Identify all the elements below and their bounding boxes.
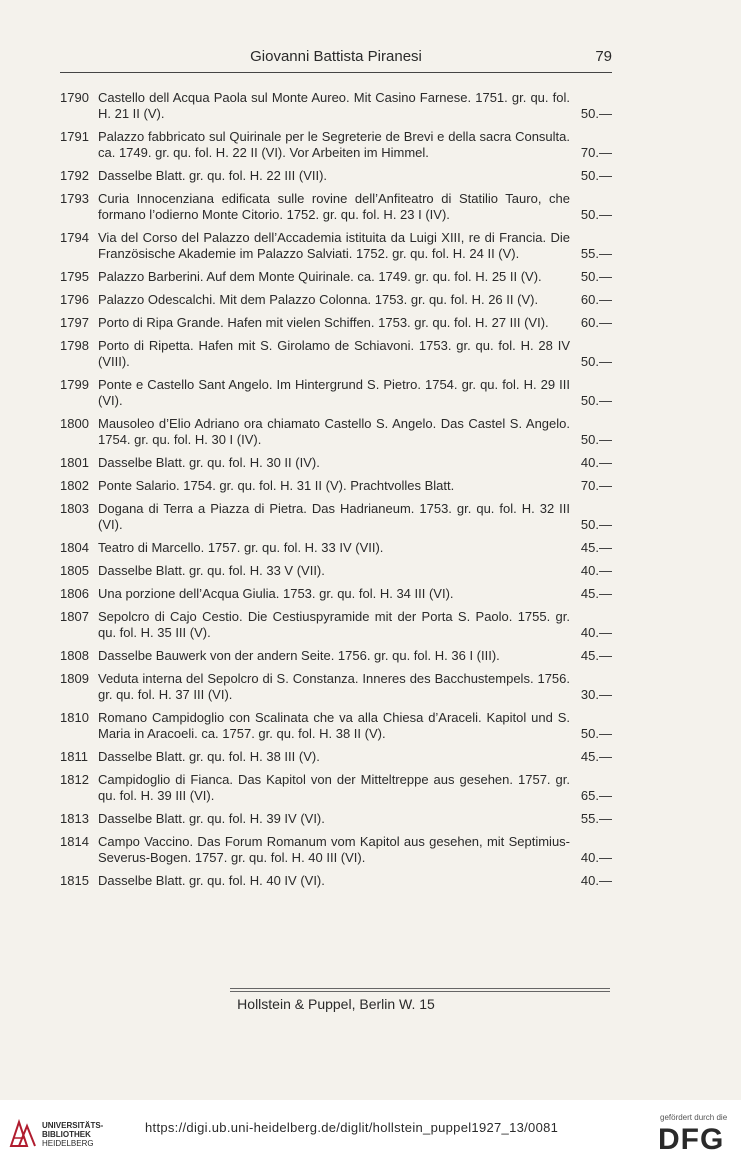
library-name-line2: BIBLIOTHEK <box>42 1130 91 1139</box>
library-name-line1: UNIVERSITÄTS- <box>42 1121 104 1130</box>
entry-price: 40.— <box>580 873 612 888</box>
catalog-entry <box>60 168 612 184</box>
entry-description: Curia Innocenziana edificata sulle rovine dell’Anfiteatro di Statilio Tauro, che formano l’odierno Monte Citorio. 1752. gr. qu. fol. H. 23 I (IV). <box>98 191 570 222</box>
catalog-entry <box>60 873 612 889</box>
catalog-entry <box>60 749 612 765</box>
catalog-entry <box>60 648 612 664</box>
entry-number: 1814 <box>60 834 89 849</box>
entry-description: Palazzo fabbricato sul Quirinale per le Segreterie de Brevi e della sacra Consulta. ca. 1749. gr. qu. fol. H. 22 II (VI). Vor Arbeiten im Himmel. <box>98 129 570 160</box>
entry-price: 50.— <box>580 269 612 284</box>
entry-description: Dasselbe Blatt. gr. qu. fol. H. 30 II (IV). <box>98 455 320 470</box>
entry-price: 45.— <box>580 540 612 555</box>
entry-price: 45.— <box>580 749 612 764</box>
entry-number: 1815 <box>60 873 89 888</box>
entry-price: 50.— <box>580 432 612 447</box>
entry-number: 1801 <box>60 455 89 470</box>
university-library-logo-icon <box>8 1118 38 1155</box>
entry-price: 50.— <box>580 393 612 408</box>
catalog-entry <box>60 191 612 223</box>
entry-description: Dasselbe Blatt. gr. qu. fol. H. 33 V (VII). <box>98 563 325 578</box>
entry-description: Ponte e Castello Sant Angelo. Im Hintergrund S. Pietro. 1754. gr. qu. fol. H. 29 III (VI). <box>98 377 570 408</box>
entry-description: Dasselbe Blatt. gr. qu. fol. H. 40 IV (VI). <box>98 873 325 888</box>
entry-number: 1792 <box>60 168 89 183</box>
entry-price: 40.— <box>580 455 612 470</box>
entry-number: 1802 <box>60 478 89 493</box>
entry-description: Dasselbe Blatt. gr. qu. fol. H. 38 III (V). <box>98 749 320 764</box>
catalog-entry <box>60 710 612 742</box>
entry-number: 1809 <box>60 671 89 686</box>
entry-description: Porto di Ripetta. Hafen mit S. Girolamo de Schiavoni. 1753. gr. qu. fol. H. 28 IV (VIII). <box>98 338 570 369</box>
catalog-entry <box>60 772 612 804</box>
entry-description: Campo Vaccino. Das Forum Romanum vom Kapitol aus gesehen, mit Septimius-Severus-Bogen. 1757. gr. qu. fol. H. 40 III (VI). <box>98 834 570 865</box>
running-header <box>60 44 612 73</box>
entry-number: 1807 <box>60 609 89 624</box>
entry-number: 1793 <box>60 191 89 206</box>
entry-price: 70.— <box>580 145 612 160</box>
entry-description: Porto di Ripa Grande. Hafen mit vielen Schiffen. 1753. gr. qu. fol. H. 27 III (VI). <box>98 315 549 330</box>
catalog-entry <box>60 269 612 285</box>
entry-price: 45.— <box>580 586 612 601</box>
page-title: Giovanni Battista Piranesi <box>250 48 422 65</box>
catalog-entry <box>60 586 612 602</box>
entry-number: 1810 <box>60 710 89 725</box>
entry-number: 1811 <box>60 749 88 764</box>
page-number: 79 <box>595 48 612 65</box>
catalog-entries <box>60 90 612 896</box>
funding-label: gefördert durch die <box>660 1113 728 1122</box>
entry-price: 45.— <box>580 648 612 663</box>
entry-number: 1797 <box>60 315 89 330</box>
digitization-bar <box>0 1100 741 1161</box>
catalog-entry <box>60 315 612 331</box>
entry-description: Via del Corso del Palazzo dell’Accademia istituita da Luigi XIII, re di Francia. Die Französische Akademie im Palazzo Salviati. 1752. gr. qu. fol. H. 24 II (V). <box>98 230 570 261</box>
entry-description: Campidoglio di Fianca. Das Kapitol von der Mitteltreppe aus gesehen. 1757. gr. qu. fol. H. 39 III (VI). <box>98 772 570 803</box>
catalog-entry <box>60 563 612 579</box>
catalog-entry <box>60 90 612 122</box>
entry-number: 1803 <box>60 501 89 516</box>
dfg-logo: DFG <box>658 1123 725 1156</box>
library-name <box>42 1121 103 1148</box>
entry-price: 60.— <box>580 292 612 307</box>
entry-price: 50.— <box>580 207 612 222</box>
permalink-url[interactable]: https://digi.ub.uni-heidelberg.de/diglit/hollstein_puppel1927_13/0081 <box>145 1120 559 1135</box>
entry-price: 55.— <box>580 246 612 261</box>
catalog-entry <box>60 540 612 556</box>
entry-description: Dogana di Terra a Piazza di Pietra. Das Hadrianeum. 1753. gr. qu. fol. H. 32 III (VI). <box>98 501 570 532</box>
entry-price: 50.— <box>580 726 612 741</box>
entry-price: 55.— <box>580 811 612 826</box>
entry-description: Teatro di Marcello. 1757. gr. qu. fol. H. 33 IV (VII). <box>98 540 384 555</box>
catalog-entry <box>60 377 612 409</box>
entry-number: 1813 <box>60 811 89 826</box>
entry-number: 1799 <box>60 377 89 392</box>
entry-description: Mausoleo d’Elio Adriano ora chiamato Castello S. Angelo. Das Castel S. Angelo. 1754. gr. qu. fol. H. 30 I (IV). <box>98 416 570 447</box>
entry-description: Romano Campidoglio con Scalinata che va alla Chiesa d’Araceli. Kapitol und S. Maria in Aracoeli. ca. 1757. gr. qu. fol. H. 38 II (V). <box>98 710 570 741</box>
entry-number: 1808 <box>60 648 89 663</box>
entry-price: 40.— <box>580 563 612 578</box>
entry-price: 30.— <box>580 687 612 702</box>
entry-price: 50.— <box>580 106 612 121</box>
entry-description: Veduta interna del Sepolcro di S. Constanza. Inneres des Bacchustempels. 1756. gr. qu. fol. H. 37 III (VI). <box>98 671 570 702</box>
catalog-entry <box>60 478 612 494</box>
entry-price: 70.— <box>580 478 612 493</box>
footer-rule-bottom <box>230 991 610 992</box>
entry-description: Dasselbe Blatt. gr. qu. fol. H. 22 III (VII). <box>98 168 328 183</box>
catalog-entry <box>60 129 612 161</box>
entry-price: 60.— <box>580 315 612 330</box>
entry-number: 1791 <box>60 129 89 144</box>
footer-rule-top <box>230 988 610 989</box>
publisher-footer: Hollstein & Puppel, Berlin W. 15 <box>237 996 435 1012</box>
entry-price: 50.— <box>580 168 612 183</box>
entry-description: Dasselbe Blatt. gr. qu. fol. H. 39 IV (VI). <box>98 811 325 826</box>
catalog-entry <box>60 292 612 308</box>
entry-number: 1805 <box>60 563 89 578</box>
entry-number: 1798 <box>60 338 89 353</box>
entry-price: 50.— <box>580 517 612 532</box>
entry-price: 65.— <box>580 788 612 803</box>
library-name-line3: HEIDELBERG <box>42 1139 94 1148</box>
entry-price: 40.— <box>580 850 612 865</box>
entry-description: Dasselbe Bauwerk von der andern Seite. 1756. gr. qu. fol. H. 36 I (III). <box>98 648 500 663</box>
catalog-entry <box>60 338 612 370</box>
entry-description: Ponte Salario. 1754. gr. qu. fol. H. 31 II (V). Prachtvolles Blatt. <box>98 478 455 493</box>
catalog-entry <box>60 455 612 471</box>
entry-number: 1800 <box>60 416 89 431</box>
catalog-entry <box>60 671 612 703</box>
catalog-entry <box>60 230 612 262</box>
entry-description: Castello dell Acqua Paola sul Monte Aureo. Mit Casino Farnese. 1751. gr. qu. fol. H. 21 II (V). <box>98 90 570 121</box>
catalog-entry <box>60 609 612 641</box>
entry-description: Sepolcro di Cajo Cestio. Die Cestiuspyramide mit der Porta S. Paolo. 1755. gr. qu. fol. H. 35 III (V). <box>98 609 570 640</box>
entry-number: 1795 <box>60 269 89 284</box>
entry-number: 1804 <box>60 540 89 555</box>
catalog-entry <box>60 501 612 533</box>
entry-number: 1796 <box>60 292 89 307</box>
catalog-entry <box>60 811 612 827</box>
entry-number: 1806 <box>60 586 89 601</box>
entry-number: 1790 <box>60 90 89 105</box>
catalog-entry <box>60 416 612 448</box>
entry-number: 1794 <box>60 230 89 245</box>
entry-price: 50.— <box>580 354 612 369</box>
entry-number: 1812 <box>60 772 89 787</box>
entry-description: Palazzo Barberini. Auf dem Monte Quirinale. ca. 1749. gr. qu. fol. H. 25 II (V). <box>98 269 542 284</box>
entry-description: Palazzo Odescalchi. Mit dem Palazzo Colonna. 1753. gr. qu. fol. H. 26 II (V). <box>98 292 539 307</box>
catalog-entry <box>60 834 612 866</box>
entry-description: Una porzione dell’Acqua Giulia. 1753. gr. qu. fol. H. 34 III (VI). <box>98 586 454 601</box>
entry-price: 40.— <box>580 625 612 640</box>
